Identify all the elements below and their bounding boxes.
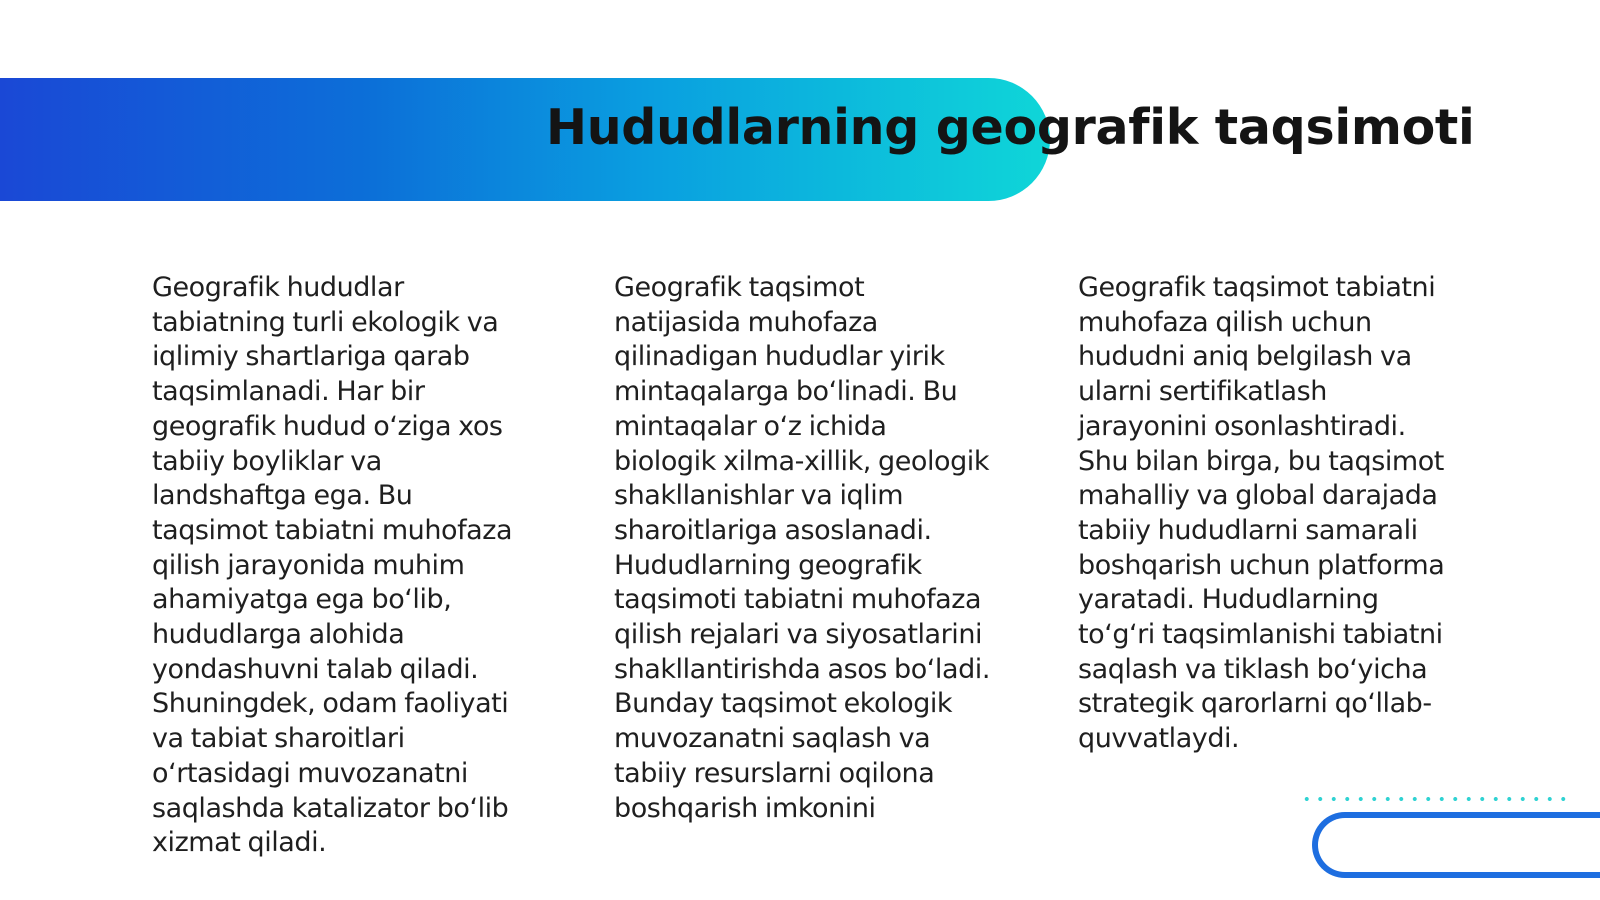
text-column-2: Geografik taqsimot natijasida muhofaza qilinadigan hududlar yirik mintaqalarga boʻlinadi. Bu mintaqalar oʻz ichida biologik xilma-xillik, geologik shakllanishlar va iqlim sharoitlariga asoslanadi. Hududlarning geografik taqsimoti tabiatni muhofaza qilish rejalari va siyosatlarini shakllantirishda asos boʻladi. Bunday taqsimot ekologik muvozanatni saqlash va tabiiy resurslarni oqilona boshqarish imkonini: [614, 272, 990, 824]
slide-title: Hududlarning geografik taqsimoti: [546, 99, 1475, 156]
decorative-dot-row: [1300, 796, 1570, 802]
text-column-3: Geografik taqsimot tabiatni muhofaza qilish uchun hududni aniq belgilash va ularni sertifikatlash jarayonini osonlashtiradi. Shu bilan birga, bu taqsimot mahalliy va global darajada tabiiy hududlarni samarali boshqarish uchun platforma yaratadi. Hududlarning toʻgʻri taqsimlanishi tabiatni saqlash va tiklash boʻyicha strategik qarorlarni qoʻllab-quvvatlaydi.: [1078, 272, 1445, 755]
text-column-1: Geografik hududlar tabiatning turli ekologik va iqlimiy shartlariga qarab taqsimlanadi. Har bir geografik hudud oʻziga xos tabiiy boyliklar va landshaftga ega. Bu taqsimot tabiatni muhofaza qilish jarayonida muhim ahamiyatga ega boʻlib, hududlarga alohida yondashuvni talab qiladi. Shuningdek, odam faoliyati va tabiat sharoitlari oʻrtasidagi muvozanatni saqlashda katalizator boʻlib xizmat qiladi.: [152, 272, 513, 859]
decorative-pill-outline: [1312, 812, 1600, 878]
